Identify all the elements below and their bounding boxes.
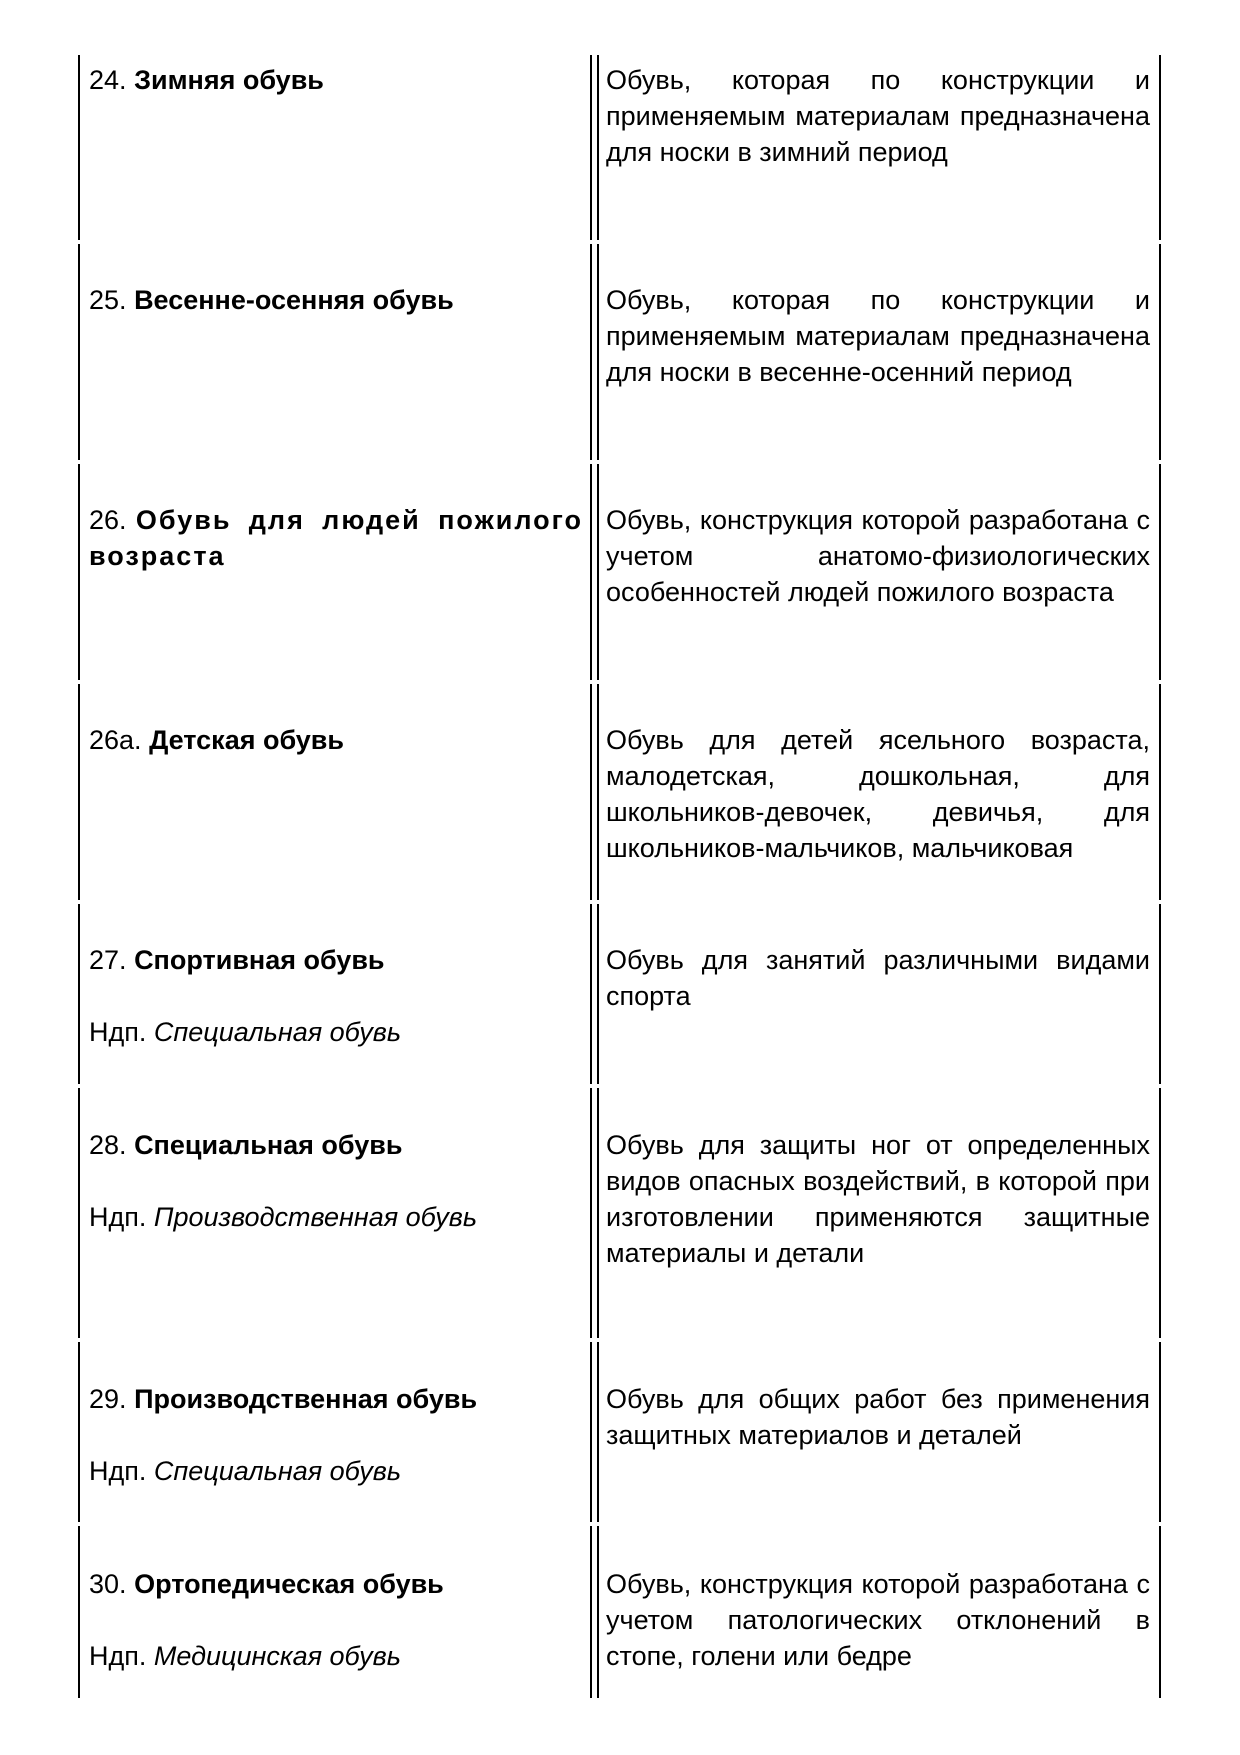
right-rule — [1159, 244, 1161, 460]
ndp-term: Медицинская обувь — [153, 1641, 401, 1671]
center-rule-a — [590, 244, 592, 460]
term-number: 30. — [89, 1569, 127, 1599]
definition-29: Обувь для общих работ без применения защитных материалов и деталей — [606, 1384, 1150, 1450]
center-rule-b — [597, 904, 599, 1084]
center-rule-a — [590, 684, 592, 900]
term-number: 29. — [89, 1384, 127, 1414]
ndp-term: Производственная обувь — [153, 1202, 478, 1232]
term-number: 28. — [89, 1130, 127, 1160]
ndp-term: Специальная обувь — [153, 1017, 402, 1047]
ndp-label: Ндп. — [89, 1017, 147, 1047]
term-28 — [89, 1127, 583, 1163]
ndp-27 — [89, 1014, 583, 1050]
ndp-28 — [89, 1199, 583, 1235]
left-rule — [78, 464, 80, 680]
ndp-term: Специальная обувь — [153, 1456, 402, 1486]
ndp-label: Ндп. — [89, 1202, 147, 1232]
center-rule-a — [590, 904, 592, 1084]
center-rule-b — [597, 55, 599, 240]
center-rule-a — [590, 55, 592, 240]
right-rule — [1159, 1342, 1161, 1522]
term-name: Спортивная обувь — [134, 945, 385, 975]
term-name: Весенне-осенняя обувь — [134, 285, 454, 315]
term-27 — [89, 942, 583, 978]
left-rule — [78, 55, 80, 240]
right-rule — [1159, 1088, 1161, 1338]
center-rule-b — [597, 684, 599, 900]
term-30 — [89, 1566, 583, 1602]
center-rule-b — [597, 1088, 599, 1338]
term-name: Зимняя обувь — [134, 65, 324, 95]
center-rule-a — [590, 464, 592, 680]
term-26a — [89, 722, 583, 758]
definition-25: Обувь, которая по конструкции и применяемым материалам предназначена для носки в весенне-осенний период — [606, 285, 1150, 387]
center-rule-a — [590, 1088, 592, 1338]
definition-27: Обувь для занятий различными видами спорта — [606, 945, 1150, 1011]
definition-30: Обувь, конструкция которой разработана с учетом патологических отклонений в стопе, голени или бедре — [606, 1569, 1150, 1671]
left-rule — [78, 1526, 80, 1698]
term-name: Детская обувь — [149, 725, 344, 755]
term-24 — [89, 62, 583, 98]
ndp-label: Ндп. — [89, 1456, 147, 1486]
left-rule — [78, 1088, 80, 1338]
center-rule-a — [590, 1342, 592, 1522]
term-name: Ортопедическая обувь — [134, 1569, 444, 1599]
definition-26a: Обувь для детей ясельного возраста, малодетская, дошкольная, для школьников-девочек, девичья, для школьников-мальчиков, мальчиковая — [606, 725, 1150, 863]
term-name: Обувь для людей пожилого возраста — [89, 505, 583, 571]
term-25 — [89, 282, 583, 318]
ndp-29 — [89, 1453, 583, 1489]
left-rule — [78, 684, 80, 900]
center-rule-b — [597, 244, 599, 460]
definition-24: Обувь, которая по конструкции и применяемым материалам предназначена для носки в зимний период — [606, 65, 1150, 167]
term-number: 25. — [89, 285, 127, 315]
term-name: Производственная обувь — [134, 1384, 478, 1414]
left-rule — [78, 904, 80, 1084]
term-number: 24. — [89, 65, 127, 95]
center-rule-b — [597, 1342, 599, 1522]
center-rule-a — [590, 1526, 592, 1698]
term-29 — [89, 1381, 583, 1417]
term-name: Специальная обувь — [134, 1130, 403, 1160]
right-rule — [1159, 464, 1161, 680]
right-rule — [1159, 1526, 1161, 1698]
definition-28: Обувь для защиты ног от определенных видов опасных воздействий, в которой при изготовлении применяются защитные материалы и детали — [606, 1130, 1150, 1268]
term-number: 26а. — [89, 725, 142, 755]
definition-26: Обувь, конструкция которой разработана с учетом анатомо-физиологических особенностей людей пожилого возраста — [606, 505, 1150, 607]
term-26 — [89, 502, 583, 574]
left-rule — [78, 244, 80, 460]
left-rule — [78, 1342, 80, 1522]
term-number: 27. — [89, 945, 127, 975]
center-rule-b — [597, 464, 599, 680]
ndp-30 — [89, 1638, 583, 1674]
right-rule — [1159, 55, 1161, 240]
right-rule — [1159, 904, 1161, 1084]
right-rule — [1159, 684, 1161, 900]
ndp-label: Ндп. — [89, 1641, 147, 1671]
center-rule-b — [597, 1526, 599, 1698]
term-number: 26. — [89, 505, 127, 535]
